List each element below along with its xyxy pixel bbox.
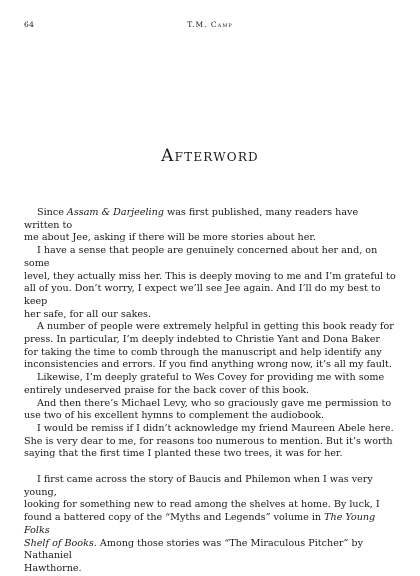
text-run: saying that the first time I planted these two trees, it was for her. bbox=[24, 448, 343, 460]
text-run: inconsistencies and errors. If you find anything wrong now, it’s all my fault. bbox=[24, 359, 392, 371]
page-number: 64 bbox=[24, 20, 35, 29]
text-run: her safe, for all our sakes. bbox=[24, 308, 152, 320]
text-run: all of you. Don’t worry, I expect we’ll see Jee again. And I’ll do my best to keep bbox=[24, 283, 381, 307]
paragraph bbox=[24, 423, 396, 461]
italic-title: The Young Folks bbox=[24, 512, 376, 536]
page-header bbox=[0, 20, 420, 32]
text-run: found a battered copy of the “Myths and Legends” volume in bbox=[24, 512, 325, 524]
text-run: Among those stories was “The Miraculous Pitcher” by Nathaniel bbox=[24, 537, 363, 562]
running-head: T.M. Camp bbox=[187, 20, 233, 29]
body-text bbox=[24, 207, 396, 576]
text-run: I have a sense that people are genuinely concerned about her and, on some bbox=[24, 245, 378, 269]
text-run: Hawthorne. bbox=[24, 562, 82, 574]
text-run: looking for something new to read among the shelves at home. By luck, I bbox=[24, 499, 380, 511]
text-run: me about Jee, asking if there will be more stories about her. bbox=[24, 232, 316, 244]
text-run: And then there’s Michael Levy, who so graciously gave me permission to bbox=[37, 397, 392, 409]
text-run: She is very dear to me, for reasons too numerous to mention. But it’s worth bbox=[24, 435, 393, 447]
text-run: press. In particular, I’m deeply indebted to Christie Yant and Dona Baker bbox=[24, 334, 380, 346]
text-run: Likewise, I’m deeply grateful to Wes Covey for providing me with some bbox=[37, 372, 385, 384]
paragraph bbox=[24, 321, 396, 372]
text-run: for taking the time to comb through the manuscript and help identify any bbox=[24, 346, 382, 358]
italic-title: Assam & Darjeeling bbox=[66, 207, 164, 218]
text-run: Since bbox=[37, 207, 67, 218]
text-run: use two of his excellent hymns to complement the audiobook. bbox=[24, 410, 325, 422]
italic-title: Shelf of Books. bbox=[24, 537, 97, 549]
text-run: I first came across the story of Baucis and Philemon when I was very young, bbox=[24, 474, 373, 498]
paragraph bbox=[24, 207, 396, 245]
paragraph bbox=[24, 372, 396, 397]
paragraph bbox=[24, 474, 396, 576]
text-run: entirely undeserved praise for the back cover of this book. bbox=[24, 384, 310, 396]
text-run: I would be remiss if I didn’t acknowledge my friend Maureen Abele here. bbox=[37, 422, 394, 434]
chapter-title: Afterword bbox=[161, 146, 259, 166]
text-run: level, they actually miss her. This is deeply moving to me and I’m grateful to bbox=[24, 270, 396, 282]
text-run: was first published, many readers have written to bbox=[24, 207, 359, 231]
paragraph bbox=[24, 398, 396, 423]
paragraph bbox=[24, 245, 396, 321]
text-run: A number of people were extremely helpful in getting this book ready for bbox=[37, 321, 394, 333]
